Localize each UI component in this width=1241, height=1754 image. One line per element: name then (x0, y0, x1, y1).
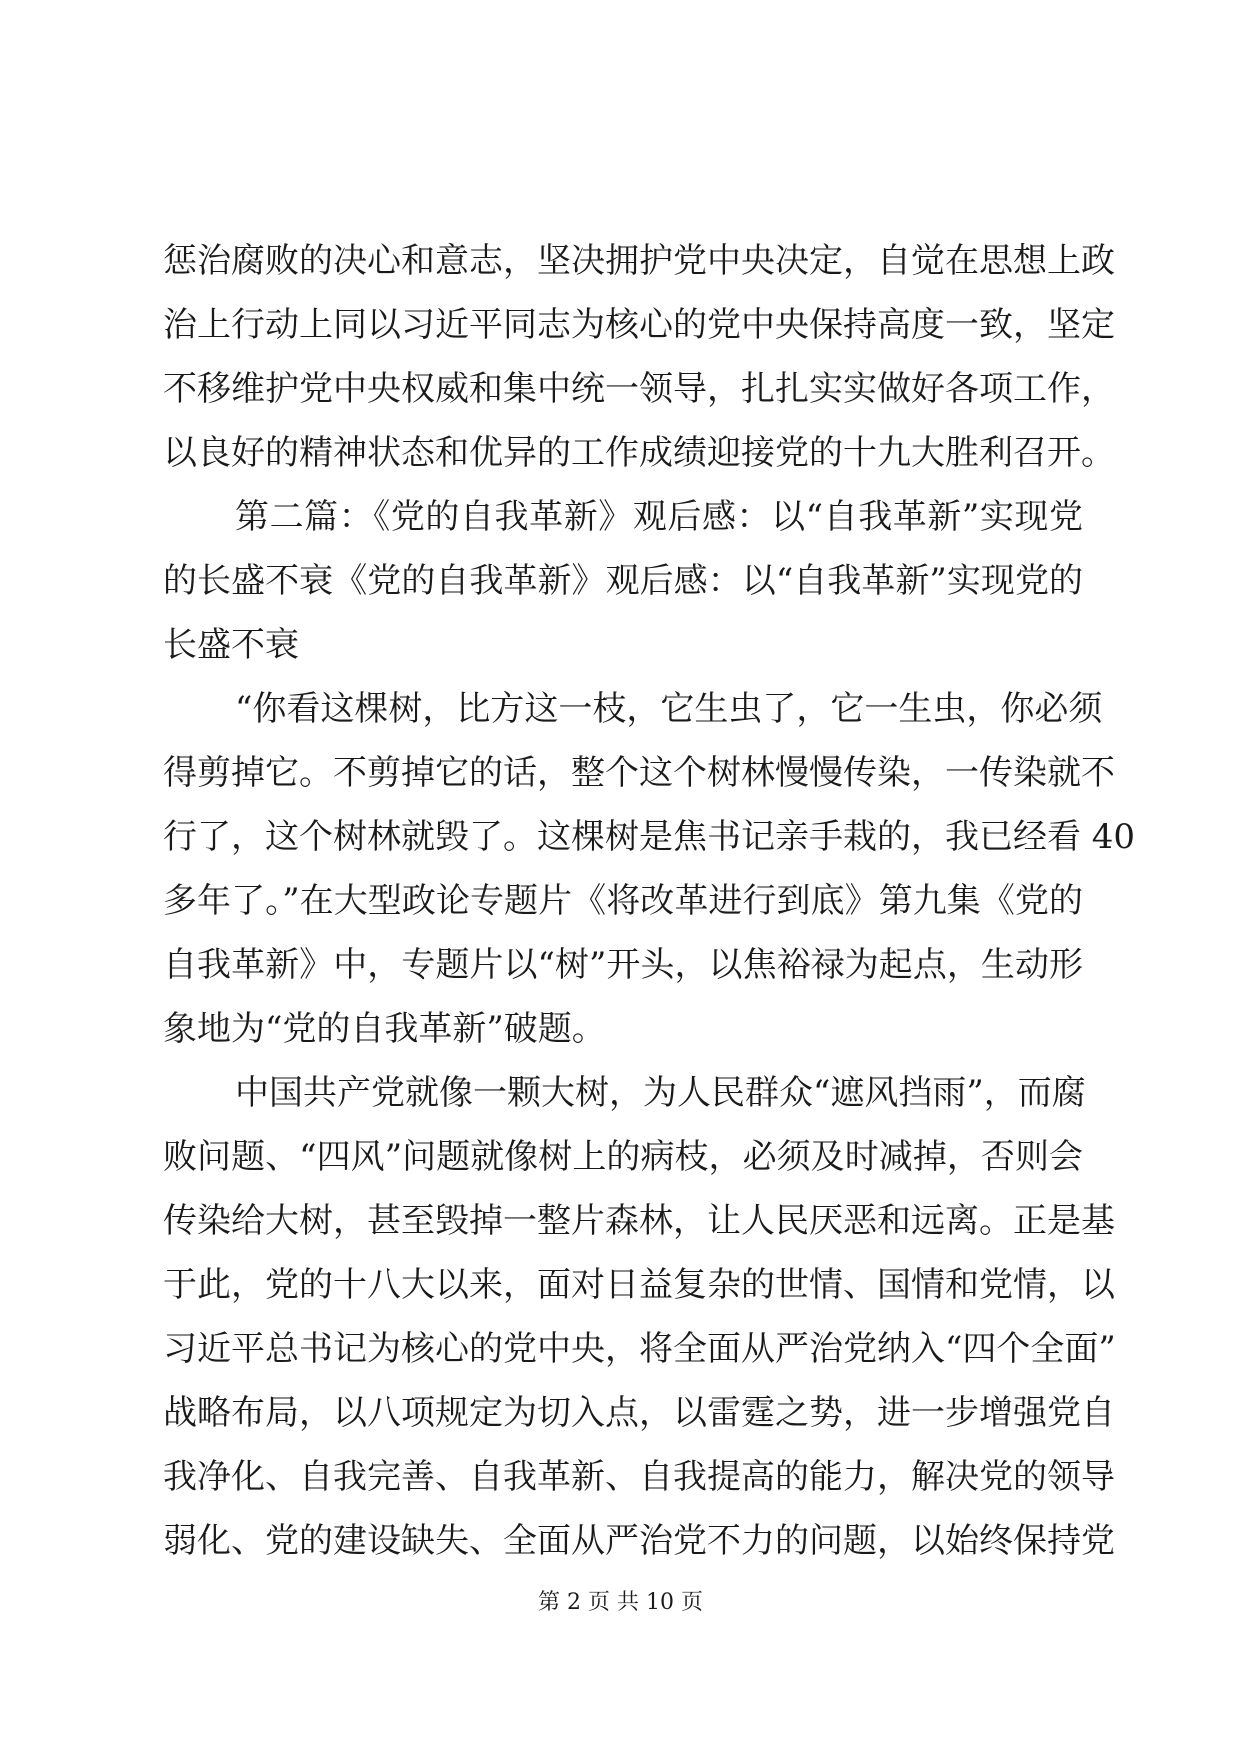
text-line: 战略布局，以八项规定为切入点，以雷霆之势，进一步增强党自 (163, 1393, 1115, 1433)
text-line: 得剪掉它。不剪掉它的话，整个这个树林慢慢传染，一传染就不 (163, 753, 1115, 793)
text-line: 多年了。”在大型政论专题片《将改革进行到底》第九集《党的 (163, 881, 1083, 921)
page-number-footer: 第 2 页 共 10 页 (538, 1590, 703, 1615)
text-line: 不移维护党中央权威和集中统一领导，扎扎实实做好各项工作， (163, 369, 1115, 409)
text-line: 习近平总书记为核心的党中央，将全面从严治党纳入“四个全面” (163, 1329, 1116, 1369)
text-line: 以良好的精神状态和优异的工作成绩迎接党的十九大胜利召开。 (163, 433, 1115, 473)
text-line: 弱化、党的建设缺失、全面从严治党不力的问题，以始终保持党 (163, 1521, 1115, 1561)
text-line: 治上行动上同以习近平同志为核心的党中央保持高度一致，坚定 (163, 305, 1115, 345)
text-line: 中国共产党就像一颗大树，为人民群众“遮风挡雨”，而腐 (235, 1073, 1086, 1113)
text-line: “你看这棵树，比方这一枝，它生虫了，它一生虫，你必须 (235, 689, 1103, 729)
text-line: 行了，这个树林就毁了。这棵树是焦书记亲手栽的，我已经看 40 (163, 817, 1136, 857)
section-heading-line: 第二篇：《党的自我革新》观后感：以“自我革新”实现党 (235, 497, 1083, 537)
document-body (163, 229, 1136, 1573)
section-heading-line: 长盛不衰 (163, 625, 299, 665)
text-line: 我净化、自我完善、自我革新、自我提高的能力，解决党的领导 (163, 1457, 1115, 1497)
text-line: 于此，党的十八大以来，面对日益复杂的世情、国情和党情，以 (163, 1265, 1115, 1305)
text-line: 惩治腐败的决心和意志，坚决拥护党中央决定，自觉在思想上政 (163, 241, 1115, 281)
text-line: 败问题、“四风”问题就像树上的病枝，必须及时减掉，否则会 (163, 1137, 1083, 1177)
text-line: 传染给大树，甚至毁掉一整片森林，让人民厌恶和远离。正是基 (163, 1201, 1115, 1241)
text-line: 自我革新》中，专题片以“树”开头，以焦裕禄为起点，生动形 (163, 945, 1083, 985)
text-line: 象地为“党的自我革新”破题。 (163, 1009, 606, 1049)
section-heading-line: 的长盛不衰《党的自我革新》观后感：以“自我革新”实现党的 (163, 561, 1083, 601)
